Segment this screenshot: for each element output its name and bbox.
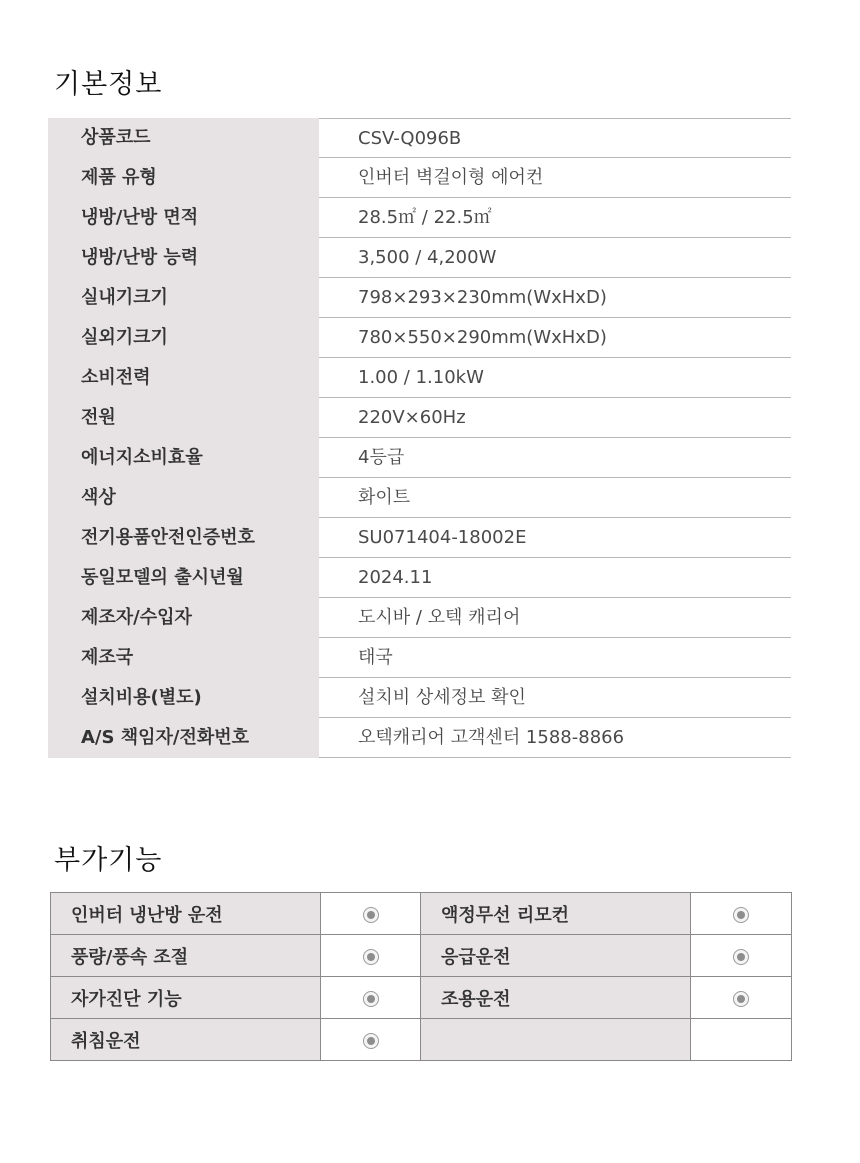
spec-label: 제품 유형	[48, 158, 319, 198]
spec-row	[48, 158, 791, 198]
spec-label: A/S 책임자/전화번호	[48, 718, 319, 758]
feature-row	[51, 935, 792, 977]
feature-row	[51, 893, 792, 935]
spec-row	[48, 358, 791, 398]
spec-row	[48, 318, 791, 358]
spec-label: 상품코드	[48, 118, 319, 158]
radio-selected-icon	[363, 1033, 379, 1049]
spec-row	[48, 278, 791, 318]
spec-value: SU071404-18002E	[319, 518, 791, 558]
spec-label: 설치비용(별도)	[48, 678, 319, 718]
spec-label: 실외기크기	[48, 318, 319, 358]
features-title: 부가기능	[54, 845, 163, 876]
radio-selected-icon	[733, 907, 749, 923]
spec-value: 도시바 / 오텍 캐리어	[319, 598, 791, 638]
spec-label: 냉방/난방 능력	[48, 238, 319, 278]
empty-cell	[691, 1019, 792, 1061]
spec-row	[48, 198, 791, 238]
feature-label: 조용운전	[421, 977, 691, 1019]
spec-label: 실내기크기	[48, 278, 319, 318]
spec-value: 1.00 / 1.10kW	[319, 358, 791, 398]
spec-value: 2024.11	[319, 558, 791, 598]
spec-row	[48, 438, 791, 478]
spec-value: 28.5㎡ / 22.5㎡	[319, 198, 791, 238]
spec-value: 오텍캐리어 고객센터 1588-8866	[319, 718, 791, 758]
spec-row	[48, 518, 791, 558]
spec-value: 4등급	[319, 438, 791, 478]
spec-label: 제조자/수입자	[48, 598, 319, 638]
feature-marker-cell	[691, 977, 792, 1019]
spec-label: 동일모델의 출시년월	[48, 558, 319, 598]
feature-marker-cell	[321, 977, 421, 1019]
feature-row	[51, 1019, 792, 1061]
spec-label: 제조국	[48, 638, 319, 678]
spec-value: 798×293×230mm(WxHxD)	[319, 278, 791, 318]
spec-row	[48, 678, 791, 718]
spec-label: 전기용품안전인증번호	[48, 518, 319, 558]
spec-row	[48, 598, 791, 638]
spec-value: 220V×60Hz	[319, 398, 791, 438]
radio-selected-icon	[363, 907, 379, 923]
radio-selected-icon	[363, 949, 379, 965]
spec-label: 소비전력	[48, 358, 319, 398]
basic-info-table	[48, 118, 791, 758]
feature-label: 응급운전	[421, 935, 691, 977]
spec-label: 색상	[48, 478, 319, 518]
features-table	[50, 892, 792, 1061]
feature-marker-cell	[691, 893, 792, 935]
spec-value: 인버터 벽걸이형 에어컨	[319, 158, 791, 198]
spec-label: 에너지소비효율	[48, 438, 319, 478]
radio-selected-icon	[363, 991, 379, 1007]
feature-label: 풍량/풍속 조절	[51, 935, 321, 977]
feature-marker-cell	[321, 893, 421, 935]
feature-marker-cell	[691, 935, 792, 977]
spec-label: 냉방/난방 면적	[48, 198, 319, 238]
spec-row	[48, 398, 791, 438]
feature-marker-cell	[321, 1019, 421, 1061]
spec-value: CSV-Q096B	[319, 118, 791, 158]
empty-cell	[421, 1019, 691, 1061]
feature-row	[51, 977, 792, 1019]
spec-label: 전원	[48, 398, 319, 438]
feature-label: 자가진단 기능	[51, 977, 321, 1019]
radio-selected-icon	[733, 991, 749, 1007]
spec-row	[48, 558, 791, 598]
spec-value: 화이트	[319, 478, 791, 518]
spec-value: 3,500 / 4,200W	[319, 238, 791, 278]
spec-value: 780×550×290mm(WxHxD)	[319, 318, 791, 358]
spec-row	[48, 638, 791, 678]
spec-value: 설치비 상세정보 확인	[319, 678, 791, 718]
feature-label: 액정무선 리모컨	[421, 893, 691, 935]
radio-selected-icon	[733, 949, 749, 965]
feature-marker-cell	[321, 935, 421, 977]
spec-row	[48, 478, 791, 518]
feature-label: 취침운전	[51, 1019, 321, 1061]
spec-value: 태국	[319, 638, 791, 678]
basic-info-title: 기본정보	[54, 69, 163, 100]
feature-label: 인버터 냉난방 운전	[51, 893, 321, 935]
spec-row	[48, 718, 791, 758]
spec-row	[48, 118, 791, 158]
spec-row	[48, 238, 791, 278]
